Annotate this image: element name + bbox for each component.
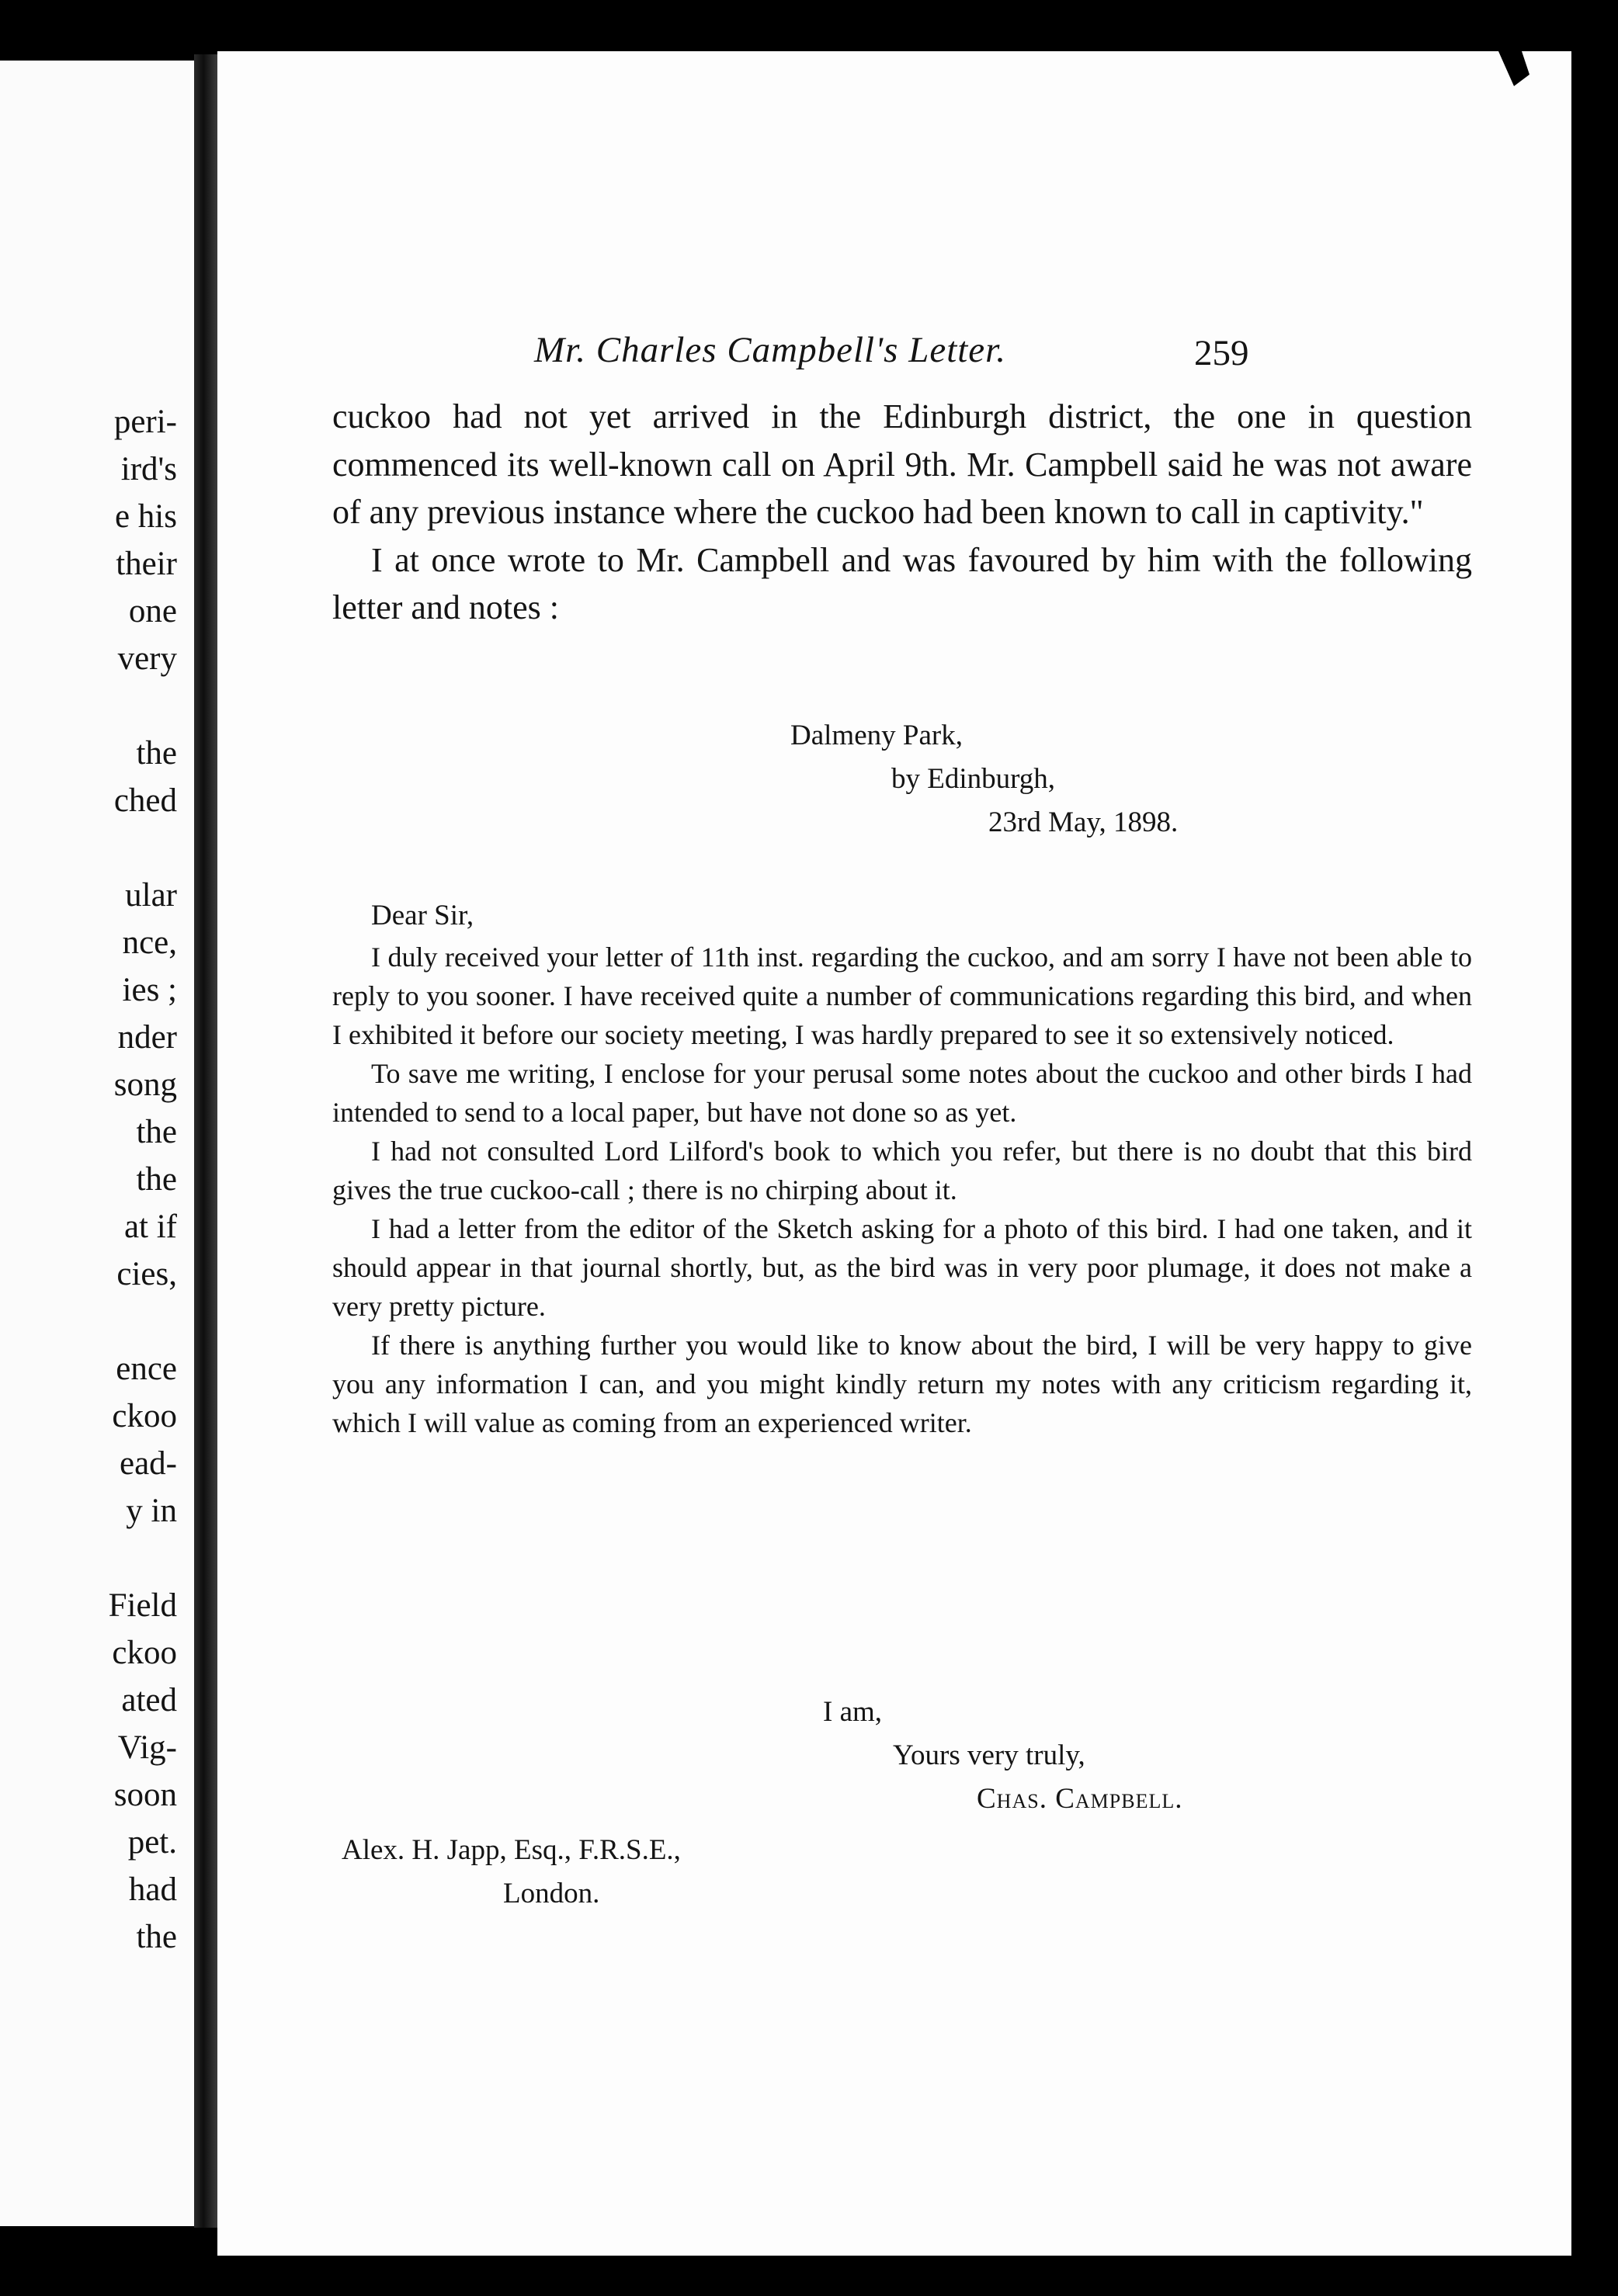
letter-paragraph: I had not consulted Lord Lilford's book to which you refer, but there is no doubt that this bird gives the true cuckoo-call ; there is no chirping about it.	[332, 1136, 1472, 1205]
left-page-line: very	[117, 640, 177, 677]
left-page-line: cies,	[116, 1256, 177, 1292]
letter-paragraph: I duly received your letter of 11th inst. regarding the cuckoo, and am sorry I have not been able to reply to you sooner. I have received quite a number of communications regarding this bird, and when I exhibited it before our society meeting, I was hardly prepared to see it so extensively noticed.	[332, 942, 1472, 1050]
right-page	[217, 51, 1571, 2256]
page-corner-mark	[1498, 51, 1561, 98]
book-spine	[194, 54, 217, 2228]
letter-paragraph: If there is anything further you would like to know about the bird, I will be very happy to give you any information I can, and you might kindly return my notes with any criticism regarding it, which I will value as coming from an experienced writer.	[332, 1330, 1472, 1438]
letter-paragraph: To save me writing, I enclose for your perusal some notes about the cuckoo and other birds I had intended to send to a local paper, but have not done so as yet.	[332, 1058, 1472, 1128]
letter-body	[332, 938, 1472, 1442]
body-text	[332, 393, 1472, 632]
letter-salutation: Dear Sir,	[371, 900, 474, 931]
left-page-line	[109, 682, 177, 730]
letter-closing: Yours very truly,	[893, 1739, 1085, 1771]
left-page-line: nder	[117, 1019, 177, 1056]
letter-recipient: Alex. H. Japp, Esq., F.R.S.E.,	[342, 1834, 681, 1866]
left-page-line: at if	[123, 1209, 177, 1245]
left-page-line: ckoo	[112, 1398, 177, 1434]
letter-address-line: by Edinburgh,	[891, 763, 1056, 795]
left-page-line: pet.	[127, 1824, 177, 1861]
left-page-line: y in	[126, 1493, 177, 1529]
left-page-line: had	[128, 1871, 177, 1908]
left-page-line	[109, 1298, 177, 1345]
body-paragraph: cuckoo had not yet arrived in the Edinburgh district, the one in question commenced its well-known call on April 9th. Mr. Campbell said he was not aware of any previous instance where the cuckoo had been known to call in captivity."	[332, 397, 1472, 531]
left-page-text	[109, 398, 177, 1961]
left-page-line: the	[136, 1161, 177, 1198]
page-header	[217, 329, 1571, 376]
left-page-line: the	[136, 1919, 177, 1955]
left-page-line: ead-	[120, 1445, 177, 1482]
left-page-line: ched	[113, 782, 177, 819]
letter-recipient: London.	[503, 1878, 600, 1909]
left-page-line: Field	[108, 1587, 177, 1624]
left-page-line: one	[128, 593, 177, 629]
left-page-line: peri-	[113, 404, 177, 440]
left-page-line: their	[116, 546, 177, 582]
left-page-line: ckoo	[112, 1635, 177, 1671]
left-page-line: soon	[113, 1777, 177, 1813]
left-page-line	[109, 1535, 177, 1582]
left-page-line: song	[113, 1066, 177, 1103]
left-page-edge	[0, 61, 194, 2226]
letter-closing: I am,	[823, 1696, 883, 1728]
letter-signature: Chas. Campbell.	[977, 1783, 1183, 1815]
page-number: 259	[1194, 333, 1249, 373]
left-page-line	[109, 824, 177, 872]
left-page-line: ird's	[120, 451, 177, 487]
left-page-line: nce,	[122, 924, 177, 961]
letter-address-line: Dalmeny Park,	[790, 720, 963, 751]
left-page-line: Vig-	[117, 1729, 177, 1766]
left-page-line: the	[136, 735, 177, 772]
body-paragraph: I at once wrote to Mr. Campbell and was favoured by him with the following letter and notes :	[332, 540, 1472, 626]
left-page-line: e his	[114, 498, 177, 535]
left-page-line: ies ;	[122, 972, 177, 1008]
left-page-line: ated	[121, 1682, 177, 1719]
left-page-line: ence	[116, 1351, 177, 1387]
letter-paragraph: I had a letter from the editor of the Sketch asking for a photo of this bird. I had one taken, and it should appear in that journal shortly, but, as the bird was in very poor plumage, it does not make a very pretty picture.	[332, 1213, 1472, 1322]
letter-date: 23rd May, 1898.	[988, 806, 1179, 838]
running-head: Mr. Charles Campbell's Letter.	[534, 330, 1006, 370]
left-page-line: the	[136, 1114, 177, 1150]
left-page-line: ular	[125, 877, 177, 914]
